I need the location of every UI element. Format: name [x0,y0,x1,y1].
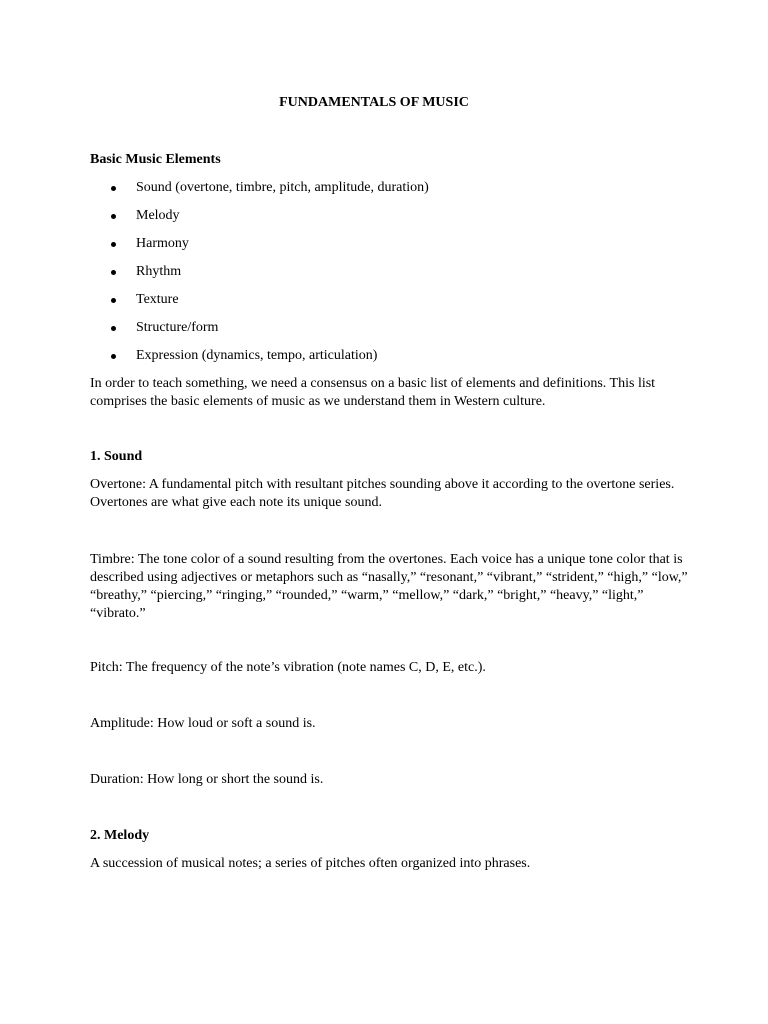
bullet-icon [111,242,116,247]
list-item: Harmony [90,234,690,262]
sound-heading: 1. Sound [90,449,143,464]
list-item: Sound (overtone, timbre, pitch, amplitude, duration) [90,178,690,206]
list-item: Rhythm [90,262,690,290]
bullet-icon [111,354,116,359]
timbre-paragraph: Timbre: The tone color of a sound resulting from the overtones. Each voice has a unique tone color that is described using adjectives or metaphors such as “nasally,” “resonant,” “vibrant,” “strident,” “high,” “low,” “breathy,” “piercing,” “ringing,” “rounded,” “warm,” “mellow,” “dark,” “bright,” “heavy,” “light,” “vibrato.” [90,552,688,621]
pitch-paragraph: Pitch: The frequency of the note’s vibration (note names C, D, E, etc.). [90,660,486,675]
list-item: Texture [90,290,690,318]
document-title: FUNDAMENTALS OF MUSIC [279,95,469,110]
melody-paragraph: A succession of musical notes; a series of pitches often organized into phrases. [90,856,531,871]
list-item: Melody [90,206,690,234]
basic-elements-list [90,178,690,374]
bullet-icon [111,298,116,303]
basic-elements-heading: Basic Music Elements [90,152,221,167]
amplitude-paragraph: Amplitude: How loud or soft a sound is. [90,716,316,731]
intro-paragraph: In order to teach something, we need a consensus on a basic list of elements and definitions. This list comprises the basic elements of music as we understand them in Western culture. [90,376,656,409]
bullet-icon [111,270,116,275]
list-item: Expression (dynamics, tempo, articulation) [90,346,690,374]
melody-heading: 2. Melody [90,828,150,843]
bullet-icon [111,186,116,191]
bullet-icon [111,326,116,331]
overtone-paragraph: Overtone: A fundamental pitch with resultant pitches sounding above it according to the overtone series. Overtones are what give each note its unique sound. [90,477,675,510]
list-item: Structure/form [90,318,690,346]
bullet-icon [111,214,116,219]
duration-paragraph: Duration: How long or short the sound is. [90,772,324,787]
